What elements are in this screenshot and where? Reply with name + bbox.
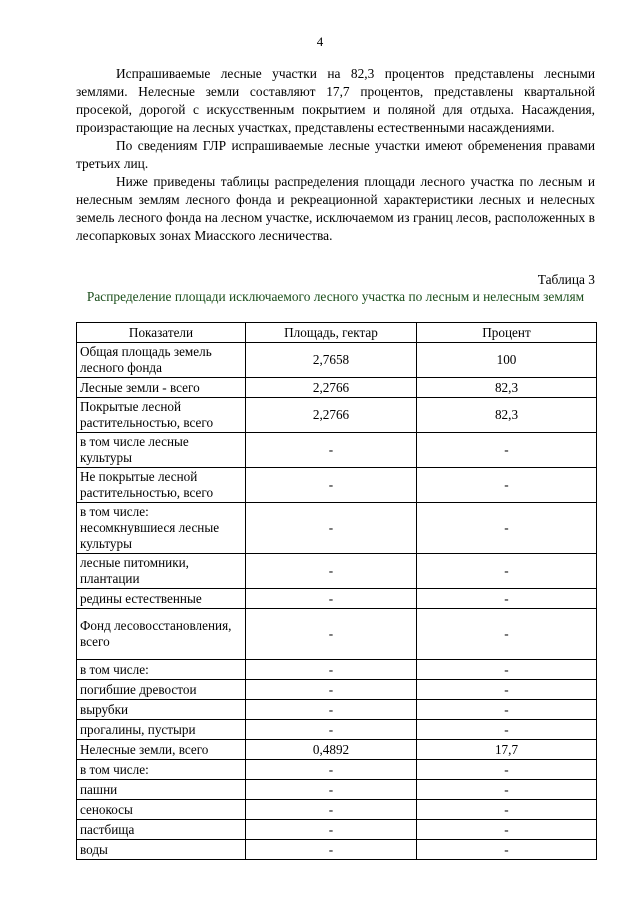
row-percent: -	[417, 840, 597, 860]
row-name: в том числе:	[77, 660, 246, 680]
land-distribution-table	[76, 322, 597, 860]
row-name: пастбища	[77, 820, 246, 840]
table-row	[77, 468, 597, 503]
row-name: сенокосы	[77, 800, 246, 820]
row-area: 2,7658	[246, 343, 417, 378]
table-header-row	[77, 323, 597, 343]
table-row	[77, 660, 597, 680]
row-area: -	[246, 660, 417, 680]
row-name: погибшие древостои	[77, 680, 246, 700]
page-number: 4	[316, 34, 324, 49]
paragraph: По сведениям ГЛР испрашиваемые лесные участки имеют обременения правами третьих лиц.	[76, 138, 595, 171]
row-percent: -	[417, 800, 597, 820]
table-row	[77, 680, 597, 700]
row-name: воды	[77, 840, 246, 860]
row-area: 2,2766	[246, 398, 417, 433]
table-row	[77, 503, 597, 554]
row-name: вырубки	[77, 700, 246, 720]
row-percent: -	[417, 433, 597, 468]
row-percent: -	[417, 589, 597, 609]
row-area: -	[246, 503, 417, 554]
row-name: пашни	[77, 780, 246, 800]
row-area: -	[246, 720, 417, 740]
row-percent: -	[417, 820, 597, 840]
table-row	[77, 398, 597, 433]
table-row	[77, 700, 597, 720]
row-name: редины естественные	[77, 589, 246, 609]
row-area: -	[246, 840, 417, 860]
row-percent: -	[417, 760, 597, 780]
table-row	[77, 840, 597, 860]
table-row	[77, 343, 597, 378]
table-row	[77, 589, 597, 609]
row-name: Лесные земли - всего	[77, 378, 246, 398]
header-area: Площадь, гектар	[246, 323, 417, 343]
row-percent: -	[417, 468, 597, 503]
paragraph: Ниже приведены таблицы распределения площади лесного участка по лесным и нелесным землям лесного фонда и рекреационной характеристики лесных и нелесных земель лесного фонда на лесном участке, исключаемом из границ лесов, расположенных в лесопарковых зонах Миасского лесничества.	[76, 174, 595, 243]
row-area: -	[246, 589, 417, 609]
row-area: -	[246, 820, 417, 840]
row-name: лесные питомники, плантации	[77, 554, 246, 589]
row-area: -	[246, 468, 417, 503]
row-name: Покрытые лесной растительностью, всего	[77, 398, 246, 433]
row-name: в том числе лесные культуры	[77, 433, 246, 468]
row-name: Общая площадь земель лесного фонда	[77, 343, 246, 378]
table-row	[77, 378, 597, 398]
row-area: -	[246, 680, 417, 700]
row-percent: -	[417, 780, 597, 800]
row-area: -	[246, 700, 417, 720]
row-percent: -	[417, 554, 597, 589]
row-percent: 82,3	[417, 398, 597, 433]
row-percent: 17,7	[417, 740, 597, 760]
row-percent: -	[417, 503, 597, 554]
table-row	[77, 740, 597, 760]
row-area: 0,4892	[246, 740, 417, 760]
row-area: 2,2766	[246, 378, 417, 398]
table-row	[77, 433, 597, 468]
row-percent: -	[417, 680, 597, 700]
header-percent: Процент	[417, 323, 597, 343]
table-row	[77, 554, 597, 589]
table-row	[77, 780, 597, 800]
row-area: -	[246, 609, 417, 660]
table-row	[77, 609, 597, 660]
header-indicator: Показатели	[77, 323, 246, 343]
table-row	[77, 800, 597, 820]
row-area: -	[246, 800, 417, 820]
row-percent: 100	[417, 343, 597, 378]
body-text	[76, 65, 595, 245]
row-area: -	[246, 780, 417, 800]
table-row	[77, 720, 597, 740]
row-name: в том числе:	[77, 760, 246, 780]
row-percent: -	[417, 609, 597, 660]
table-row	[77, 820, 597, 840]
table-row	[77, 760, 597, 780]
row-area: -	[246, 760, 417, 780]
row-name: в том числе: несомкнувшиеся лесные культуры	[77, 503, 246, 554]
row-name: Фонд лесовосстановления, всего	[77, 609, 246, 660]
table-title: Распределение площади исключаемого лесного участка по лесным и нелесным землям	[86, 289, 585, 304]
paragraph: Испрашиваемые лесные участки на 82,3 процентов представлены лесными землями. Нелесные земли составляют 17,7 процентов, представлены квартальной просекой, дорогой с искусственным покрытием и поляной для отдыха. Насаждения, произрастающие на лесных участках, представлены естественными насаждениями.	[76, 66, 595, 135]
row-percent: -	[417, 720, 597, 740]
row-name: Нелесные земли, всего	[77, 740, 246, 760]
row-percent: -	[417, 700, 597, 720]
row-name: прогалины, пустыри	[77, 720, 246, 740]
row-percent: -	[417, 660, 597, 680]
row-percent: 82,3	[417, 378, 597, 398]
row-area: -	[246, 433, 417, 468]
row-area: -	[246, 554, 417, 589]
row-name: Не покрытые лесной растительностью, всего	[77, 468, 246, 503]
table-label: Таблица 3	[537, 272, 595, 287]
